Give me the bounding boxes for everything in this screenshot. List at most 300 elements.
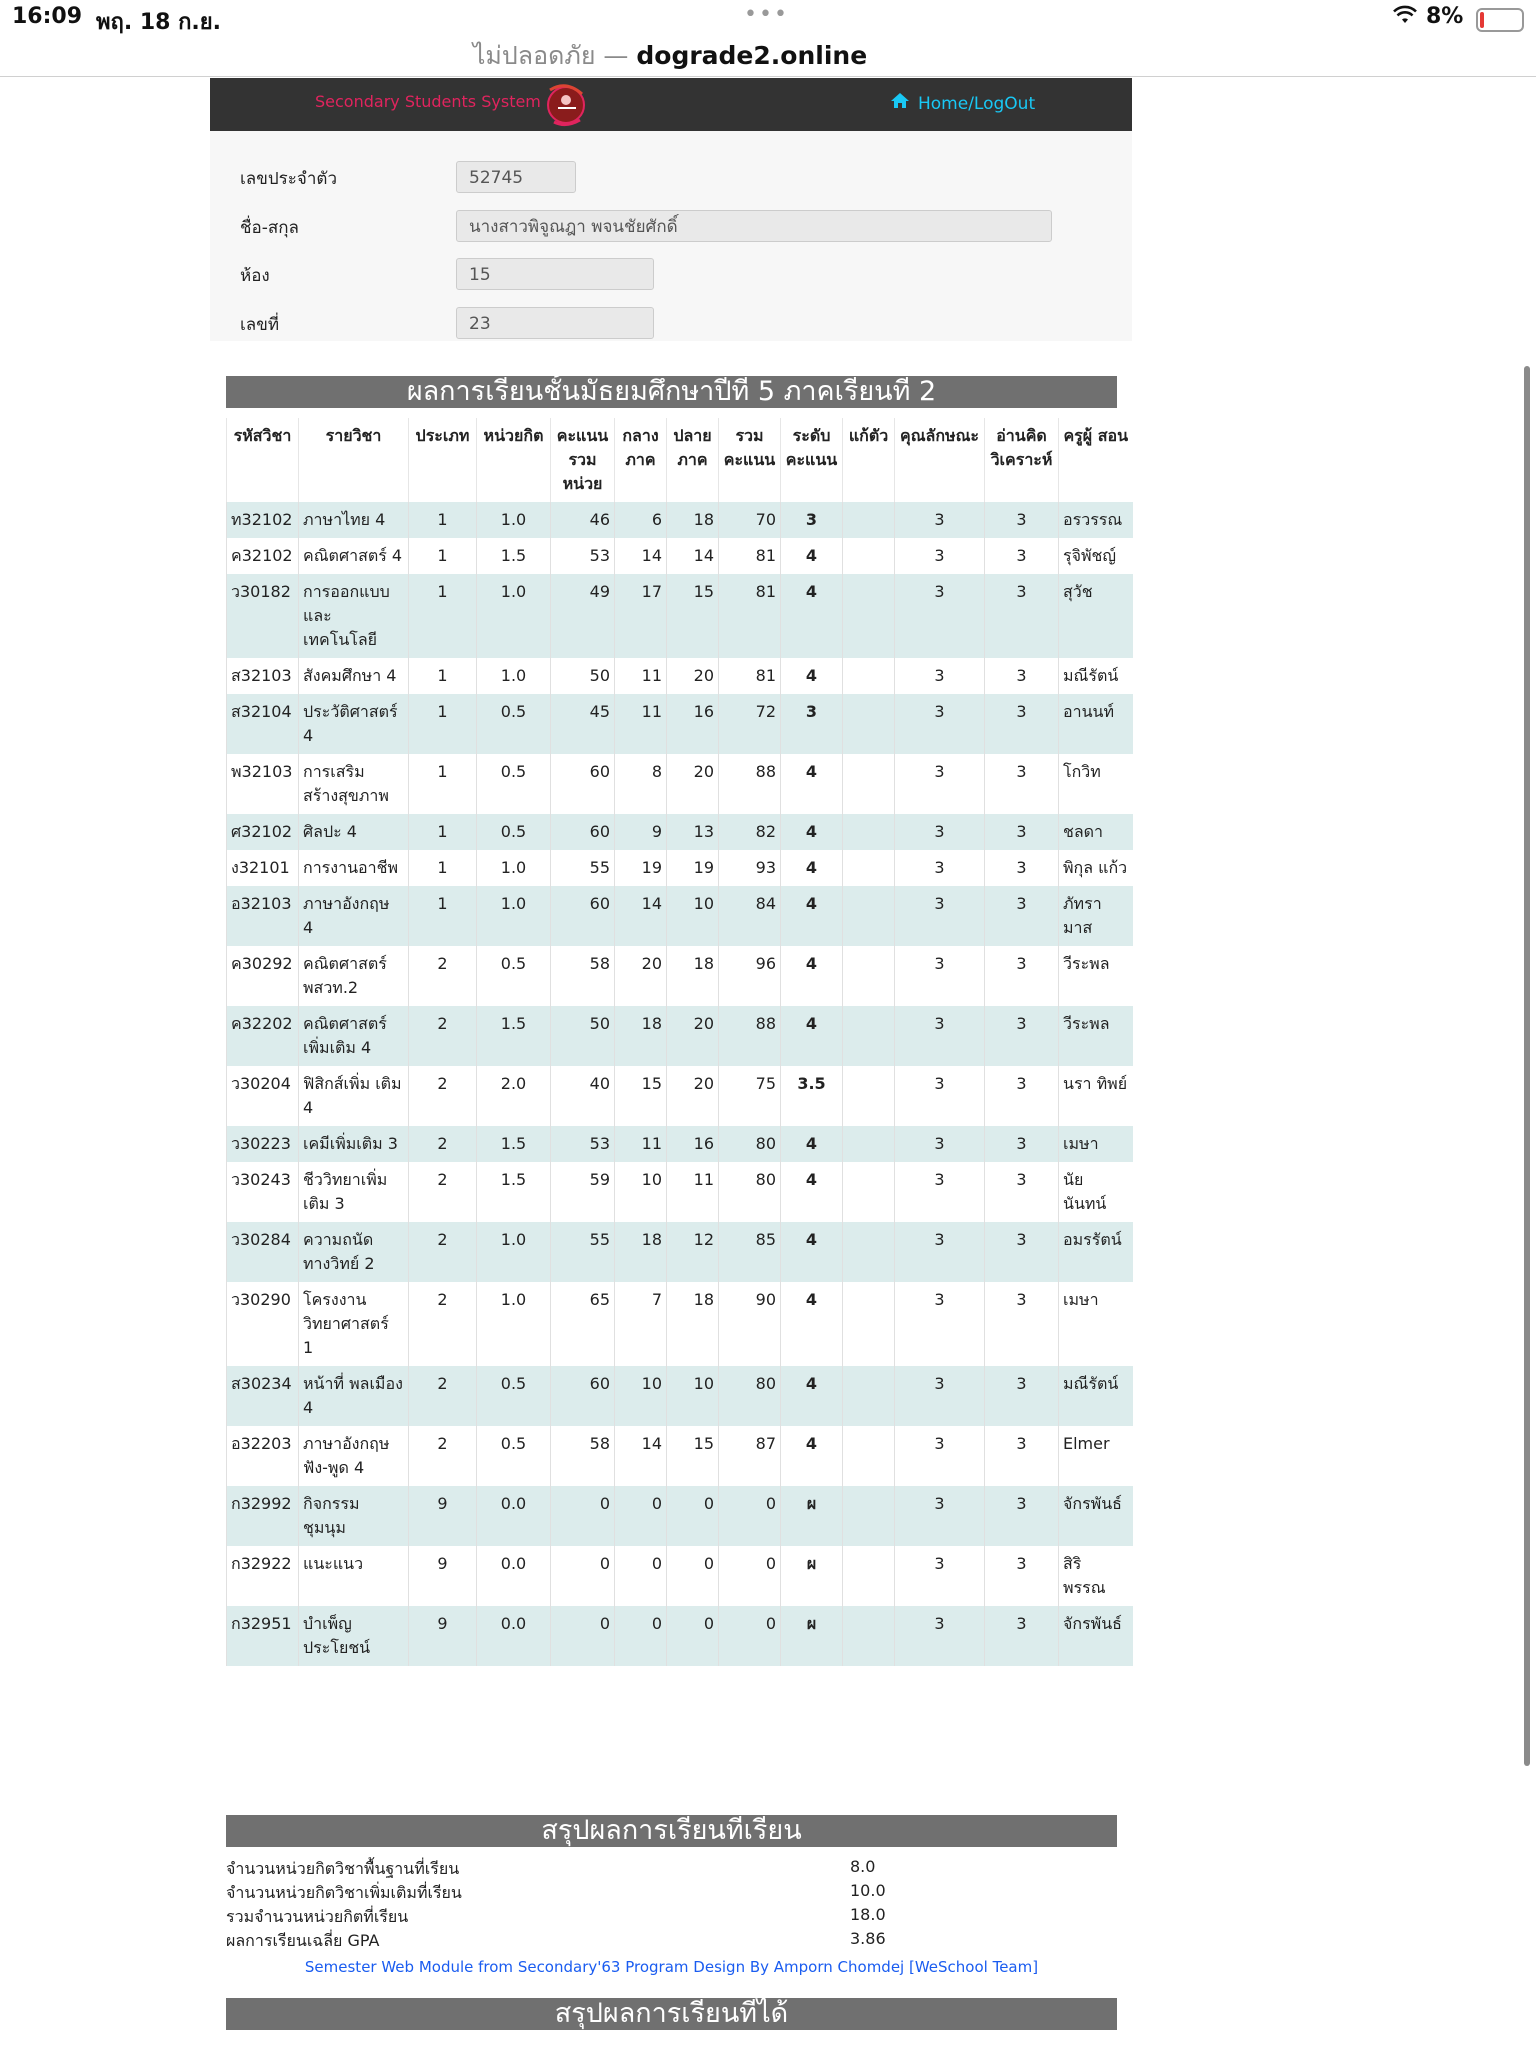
summary-value: 8.0 — [850, 1857, 876, 1876]
col-fix: แก้ตัว — [843, 418, 895, 502]
cell-unit: 0 — [551, 1546, 615, 1606]
cell-fix — [843, 1546, 895, 1606]
table-row — [227, 1222, 1133, 1282]
student-number-row — [210, 307, 1132, 347]
cell-total: 82 — [719, 814, 781, 850]
cell-unit: 46 — [551, 502, 615, 538]
cell-type: 1 — [409, 658, 477, 694]
cell-final: 15 — [667, 1426, 719, 1486]
home-logout-label: Home/LogOut — [918, 94, 1036, 114]
cell-total: 80 — [719, 1366, 781, 1426]
student-name-row — [210, 210, 1132, 250]
cell-subject: การออกแบบและ เทคโนโลยี — [299, 574, 409, 658]
cell-mid: 18 — [615, 1222, 667, 1282]
cell-read: 3 — [985, 1486, 1059, 1546]
cell-level: 3.5 — [781, 1066, 843, 1126]
cell-total: 81 — [719, 658, 781, 694]
cell-fix — [843, 1606, 895, 1666]
cell-type: 9 — [409, 1546, 477, 1606]
room-field[interactable]: 15 — [456, 258, 654, 290]
cell-fix — [843, 538, 895, 574]
table-header-row — [227, 418, 1133, 502]
cell-read: 3 — [985, 1282, 1059, 1366]
cell-read: 3 — [985, 694, 1059, 754]
cell-mid: 0 — [615, 1486, 667, 1546]
cell-unit: 45 — [551, 694, 615, 754]
cell-fix — [843, 658, 895, 694]
cell-total: 88 — [719, 754, 781, 814]
table-row — [227, 850, 1133, 886]
cell-level: 4 — [781, 850, 843, 886]
cell-total: 0 — [719, 1546, 781, 1606]
col-trait: คุณลักษณะ — [895, 418, 985, 502]
cell-total: 72 — [719, 694, 781, 754]
student-number-field[interactable]: 23 — [456, 307, 654, 339]
cell-unit: 50 — [551, 1006, 615, 1066]
cell-final: 18 — [667, 1282, 719, 1366]
cell-code: ง32101 — [227, 850, 299, 886]
cell-mid: 10 — [615, 1366, 667, 1426]
cell-level: 4 — [781, 1426, 843, 1486]
cell-unit: 60 — [551, 886, 615, 946]
grades-table — [226, 418, 1133, 1666]
cell-read: 3 — [985, 658, 1059, 694]
home-logout-link[interactable] — [890, 92, 1035, 114]
cell-unit: 65 — [551, 1282, 615, 1366]
summary-row — [226, 1881, 1117, 1905]
cell-mid: 14 — [615, 538, 667, 574]
cell-level: 4 — [781, 1282, 843, 1366]
cell-teacher: วีระพล — [1059, 1006, 1133, 1066]
cell-mid: 8 — [615, 754, 667, 814]
col-final: ปลาย ภาค — [667, 418, 719, 502]
cell-mid: 17 — [615, 574, 667, 658]
cell-fix — [843, 694, 895, 754]
cell-mid: 11 — [615, 1126, 667, 1162]
cell-credit: 0.5 — [477, 754, 551, 814]
cell-subject: ภาษาไทย 4 — [299, 502, 409, 538]
summary-label: จำนวนหน่วยกิตวิชาพื้นฐานที่เรียน — [226, 1859, 460, 1878]
col-code: รหัสวิชา — [227, 418, 299, 502]
table-row — [227, 1126, 1133, 1162]
cell-read: 3 — [985, 1066, 1059, 1126]
home-icon — [890, 92, 910, 114]
col-subject: รายวิชา — [299, 418, 409, 502]
cell-final: 10 — [667, 886, 719, 946]
cell-type: 1 — [409, 538, 477, 574]
site-header — [210, 78, 1132, 131]
cell-read: 3 — [985, 1222, 1059, 1282]
cell-teacher: วีระพล — [1059, 946, 1133, 1006]
cell-subject: ชีววิทยาเพิ่ม เติม 3 — [299, 1162, 409, 1222]
cell-mid: 19 — [615, 850, 667, 886]
cell-trait: 3 — [895, 850, 985, 886]
cell-level: 4 — [781, 1222, 843, 1282]
cell-level: 4 — [781, 754, 843, 814]
table-row — [227, 1282, 1133, 1366]
summary-value: 3.86 — [850, 1929, 886, 1948]
cell-type: 1 — [409, 850, 477, 886]
cell-read: 3 — [985, 1126, 1059, 1162]
table-row — [227, 1006, 1133, 1066]
cell-credit: 1.0 — [477, 886, 551, 946]
cell-credit: 0.5 — [477, 814, 551, 850]
cell-teacher: จักรพันธ์ — [1059, 1486, 1133, 1546]
cell-trait: 3 — [895, 1126, 985, 1162]
cell-type: 2 — [409, 1162, 477, 1222]
cell-code: ก32951 — [227, 1606, 299, 1666]
cell-total: 87 — [719, 1426, 781, 1486]
cell-unit: 60 — [551, 814, 615, 850]
student-name-label: ชื่อ-สกุล — [240, 218, 299, 238]
cell-fix — [843, 1282, 895, 1366]
cell-total: 80 — [719, 1162, 781, 1222]
cell-read: 3 — [985, 502, 1059, 538]
cell-mid: 9 — [615, 814, 667, 850]
cell-final: 20 — [667, 1066, 719, 1126]
cell-trait: 3 — [895, 1222, 985, 1282]
address-bar[interactable] — [0, 34, 1536, 77]
cell-credit: 0.5 — [477, 1426, 551, 1486]
cell-final: 12 — [667, 1222, 719, 1282]
cell-final: 18 — [667, 946, 719, 1006]
cell-level: 4 — [781, 1126, 843, 1162]
cell-level: ผ — [781, 1486, 843, 1546]
cell-unit: 58 — [551, 946, 615, 1006]
cell-fix — [843, 946, 895, 1006]
cell-read: 3 — [985, 1606, 1059, 1666]
cell-trait: 3 — [895, 1066, 985, 1126]
cell-credit: 0.0 — [477, 1486, 551, 1546]
cell-credit: 1.0 — [477, 1222, 551, 1282]
cell-total: 80 — [719, 1126, 781, 1162]
status-date: พฤ. 18 ก.ย. — [96, 10, 222, 35]
cell-teacher: สุวัช — [1059, 574, 1133, 658]
cell-subject: ความถนัด ทางวิทย์ 2 — [299, 1222, 409, 1282]
student-id-field[interactable]: 52745 — [456, 161, 576, 193]
cell-subject: หน้าที่ พลเมือง 4 — [299, 1366, 409, 1426]
cell-code: ค30292 — [227, 946, 299, 1006]
cell-read: 3 — [985, 538, 1059, 574]
col-teacher: ครูผู้ สอน — [1059, 418, 1133, 502]
battery-icon — [1476, 8, 1524, 32]
cell-trait: 3 — [895, 814, 985, 850]
cell-trait: 3 — [895, 658, 985, 694]
cell-type: 2 — [409, 1066, 477, 1126]
cell-mid: 0 — [615, 1606, 667, 1666]
student-number-label: เลขที่ — [240, 315, 280, 335]
cell-unit: 58 — [551, 1426, 615, 1486]
cell-credit: 2.0 — [477, 1066, 551, 1126]
cell-type: 9 — [409, 1606, 477, 1666]
table-row — [227, 1426, 1133, 1486]
cell-level: 3 — [781, 694, 843, 754]
cell-credit: 1.5 — [477, 538, 551, 574]
cell-subject: ฟิสิกส์เพิ่ม เติม 4 — [299, 1066, 409, 1126]
url-domain: dograde2.online — [636, 41, 868, 70]
cell-mid: 11 — [615, 694, 667, 754]
cell-type: 2 — [409, 1282, 477, 1366]
cell-code: ส30234 — [227, 1366, 299, 1426]
cell-final: 20 — [667, 754, 719, 814]
cell-mid: 18 — [615, 1006, 667, 1066]
cell-credit: 1.5 — [477, 1126, 551, 1162]
student-id-label: เลขประจำตัว — [240, 169, 337, 189]
cell-subject: แนะแนว — [299, 1546, 409, 1606]
cell-code: อ32103 — [227, 886, 299, 946]
table-row — [227, 1486, 1133, 1546]
cell-teacher: โกวิท — [1059, 754, 1133, 814]
cell-fix — [843, 1222, 895, 1282]
cell-code: ค32102 — [227, 538, 299, 574]
cell-trait: 3 — [895, 1282, 985, 1366]
cell-teacher: มณีรัตน์ — [1059, 658, 1133, 694]
cell-final: 18 — [667, 502, 719, 538]
student-name-field[interactable]: นางสาวพิจูณฎา พจนชัยศักดิ์ — [456, 210, 1052, 242]
table-row — [227, 658, 1133, 694]
cell-code: ว30290 — [227, 1282, 299, 1366]
summary-list — [226, 1857, 1117, 1953]
cell-read: 3 — [985, 1426, 1059, 1486]
student-id-row — [210, 161, 1132, 201]
cell-level: 4 — [781, 574, 843, 658]
grades-table-body — [227, 502, 1133, 1666]
cell-subject: กิจกรรม ชุมนุม — [299, 1486, 409, 1546]
cell-type: 1 — [409, 574, 477, 658]
cell-total: 75 — [719, 1066, 781, 1126]
cell-type: 1 — [409, 502, 477, 538]
cell-type: 9 — [409, 1486, 477, 1546]
cell-teacher: รุจิพัชญ์ — [1059, 538, 1133, 574]
table-row — [227, 1162, 1133, 1222]
cell-type: 2 — [409, 1126, 477, 1162]
cell-subject: ภาษาอังกฤษ ฟัง-พูด 4 — [299, 1426, 409, 1486]
cell-trait: 3 — [895, 1366, 985, 1426]
cell-fix — [843, 754, 895, 814]
cell-unit: 55 — [551, 850, 615, 886]
cell-credit: 0.5 — [477, 946, 551, 1006]
cell-teacher: มณีรัตน์ — [1059, 1366, 1133, 1426]
summary2-section-title: สรุปผลการเรียนที่ได้ — [226, 1998, 1117, 2030]
cell-teacher: ภัทรา มาส — [1059, 886, 1133, 946]
cell-credit: 1.0 — [477, 658, 551, 694]
cell-total: 0 — [719, 1486, 781, 1546]
cell-type: 2 — [409, 946, 477, 1006]
cell-code: ว30284 — [227, 1222, 299, 1282]
col-credit: หน่วยกิต — [477, 418, 551, 502]
cell-credit: 1.5 — [477, 1006, 551, 1066]
cell-final: 16 — [667, 694, 719, 754]
summary-row — [226, 1905, 1117, 1929]
cell-code: ว30223 — [227, 1126, 299, 1162]
cell-mid: 6 — [615, 502, 667, 538]
cell-teacher: พิกุล แก้ว — [1059, 850, 1133, 886]
cell-read: 3 — [985, 1546, 1059, 1606]
cell-type: 1 — [409, 754, 477, 814]
cell-trait: 3 — [895, 502, 985, 538]
brand-title: Secondary Students System — [315, 92, 541, 111]
cell-teacher: ชลดา — [1059, 814, 1133, 850]
cell-type: 2 — [409, 1426, 477, 1486]
cell-read: 3 — [985, 850, 1059, 886]
summary-label: รวมจำนวนหน่วยกิตที่เรียน — [226, 1907, 409, 1926]
cell-final: 0 — [667, 1606, 719, 1666]
program-credit: Semester Web Module from Secondary'63 Program Design By Amporn Chomdej [WeSchool Team] — [304, 1958, 1039, 1976]
cell-trait: 3 — [895, 946, 985, 1006]
cell-type: 2 — [409, 1366, 477, 1426]
cell-code: ส32103 — [227, 658, 299, 694]
cell-credit: 1.0 — [477, 574, 551, 658]
cell-unit: 40 — [551, 1066, 615, 1126]
cell-fix — [843, 1366, 895, 1426]
col-level: ระดับ คะแนน — [781, 418, 843, 502]
cell-fix — [843, 574, 895, 658]
cell-code: อ32203 — [227, 1426, 299, 1486]
cell-mid: 11 — [615, 658, 667, 694]
cell-type: 1 — [409, 886, 477, 946]
cell-unit: 50 — [551, 658, 615, 694]
cell-fix — [843, 502, 895, 538]
cell-code: ว30182 — [227, 574, 299, 658]
cell-trait: 3 — [895, 1006, 985, 1066]
cell-subject: ศิลปะ 4 — [299, 814, 409, 850]
grades-section-title: ผลการเรียนชั้นมัธยมศึกษาปีที่ 5 ภาคเรียนที่ 2 — [226, 376, 1117, 408]
summary-label: จำนวนหน่วยกิตวิชาเพิ่มเติมที่เรียน — [226, 1883, 462, 1902]
student-info-panel — [210, 131, 1132, 341]
cell-type: 2 — [409, 1006, 477, 1066]
cell-total: 96 — [719, 946, 781, 1006]
cell-teacher: สิริ พรรณ — [1059, 1546, 1133, 1606]
cell-fix — [843, 1426, 895, 1486]
table-row — [227, 694, 1133, 754]
cell-type: 1 — [409, 814, 477, 850]
cell-teacher: เมษา — [1059, 1282, 1133, 1366]
cell-code: ศ32102 — [227, 814, 299, 850]
cell-teacher: Elmer — [1059, 1426, 1133, 1486]
battery-percent: 8% — [1426, 4, 1464, 29]
cell-fix — [843, 1162, 895, 1222]
cell-final: 11 — [667, 1162, 719, 1222]
cell-unit: 0 — [551, 1606, 615, 1666]
cell-total: 81 — [719, 538, 781, 574]
cell-subject: ประวัติศาสตร์ 4 — [299, 694, 409, 754]
cell-total: 81 — [719, 574, 781, 658]
cell-level: 4 — [781, 1162, 843, 1222]
cell-final: 13 — [667, 814, 719, 850]
cell-subject: คณิตศาสตร์ เพิ่มเติม 4 — [299, 1006, 409, 1066]
cell-type: 2 — [409, 1222, 477, 1282]
cell-trait: 3 — [895, 1162, 985, 1222]
cell-read: 3 — [985, 1006, 1059, 1066]
cell-subject: สังคมศึกษา 4 — [299, 658, 409, 694]
cell-final: 19 — [667, 850, 719, 886]
cell-unit: 60 — [551, 754, 615, 814]
table-row — [227, 574, 1133, 658]
table-row — [227, 1366, 1133, 1426]
cell-credit: 0.5 — [477, 694, 551, 754]
room-label: ห้อง — [240, 266, 270, 286]
cell-level: 4 — [781, 946, 843, 1006]
col-read: อ่านคิด วิเคราะห์ — [985, 418, 1059, 502]
cell-fix — [843, 850, 895, 886]
cell-read: 3 — [985, 1162, 1059, 1222]
cell-unit: 53 — [551, 538, 615, 574]
cell-code: ก32992 — [227, 1486, 299, 1546]
table-row — [227, 1066, 1133, 1126]
table-row — [227, 538, 1133, 574]
cell-teacher: จักรพันธ์ — [1059, 1606, 1133, 1666]
cell-total: 84 — [719, 886, 781, 946]
summary-label: ผลการเรียนเฉลี่ย GPA — [226, 1931, 380, 1950]
cell-read: 3 — [985, 814, 1059, 850]
cell-unit: 49 — [551, 574, 615, 658]
cell-subject: การงานอาชีพ — [299, 850, 409, 886]
cell-credit: 0.5 — [477, 1366, 551, 1426]
cell-code: ว30204 — [227, 1066, 299, 1126]
cell-total: 85 — [719, 1222, 781, 1282]
cell-fix — [843, 1006, 895, 1066]
cell-trait: 3 — [895, 1426, 985, 1486]
page-scrollbar[interactable] — [1524, 366, 1530, 1766]
cell-subject: คณิตศาสตร์ พสวท.2 — [299, 946, 409, 1006]
cell-subject: การเสริม สร้างสุขภาพ — [299, 754, 409, 814]
summary-value: 18.0 — [850, 1905, 886, 1924]
cell-credit: 1.0 — [477, 850, 551, 886]
cell-unit: 60 — [551, 1366, 615, 1426]
cell-code: ว30243 — [227, 1162, 299, 1222]
col-unit-score: คะแนน รวม หน่วย — [551, 418, 615, 502]
cell-fix — [843, 886, 895, 946]
table-row — [227, 814, 1133, 850]
cell-mid: 10 — [615, 1162, 667, 1222]
cell-subject: ภาษาอังกฤษ 4 — [299, 886, 409, 946]
summary-row — [226, 1857, 1117, 1881]
wifi-icon — [1392, 4, 1418, 32]
cell-level: 4 — [781, 538, 843, 574]
cell-trait: 3 — [895, 754, 985, 814]
cell-subject: คณิตศาสตร์ 4 — [299, 538, 409, 574]
cell-total: 90 — [719, 1282, 781, 1366]
tab-dots-handle[interactable]: ••• — [744, 2, 789, 27]
cell-subject: เคมีเพิ่มเติม 3 — [299, 1126, 409, 1162]
cell-level: 4 — [781, 1366, 843, 1426]
table-row — [227, 1546, 1133, 1606]
cell-level: 3 — [781, 502, 843, 538]
cell-final: 16 — [667, 1126, 719, 1162]
cell-read: 3 — [985, 574, 1059, 658]
cell-final: 10 — [667, 1366, 719, 1426]
cell-code: พ32103 — [227, 754, 299, 814]
cell-read: 3 — [985, 754, 1059, 814]
cell-mid: 7 — [615, 1282, 667, 1366]
cell-teacher: เมษา — [1059, 1126, 1133, 1162]
cell-trait: 3 — [895, 574, 985, 658]
cell-unit: 0 — [551, 1486, 615, 1546]
archer-logo-icon — [540, 78, 590, 128]
cell-mid: 14 — [615, 1426, 667, 1486]
cell-total: 88 — [719, 1006, 781, 1066]
table-row — [227, 502, 1133, 538]
cell-credit: 1.0 — [477, 502, 551, 538]
cell-level: ผ — [781, 1546, 843, 1606]
cell-teacher: อรวรรณ — [1059, 502, 1133, 538]
cell-final: 0 — [667, 1546, 719, 1606]
cell-teacher: นัย นันทน์ — [1059, 1162, 1133, 1222]
url-display[interactable] — [0, 36, 1340, 76]
cell-subject: โครงงาน วิทยาศาสตร์ 1 — [299, 1282, 409, 1366]
cell-credit: 1.0 — [477, 1282, 551, 1366]
cell-read: 3 — [985, 886, 1059, 946]
